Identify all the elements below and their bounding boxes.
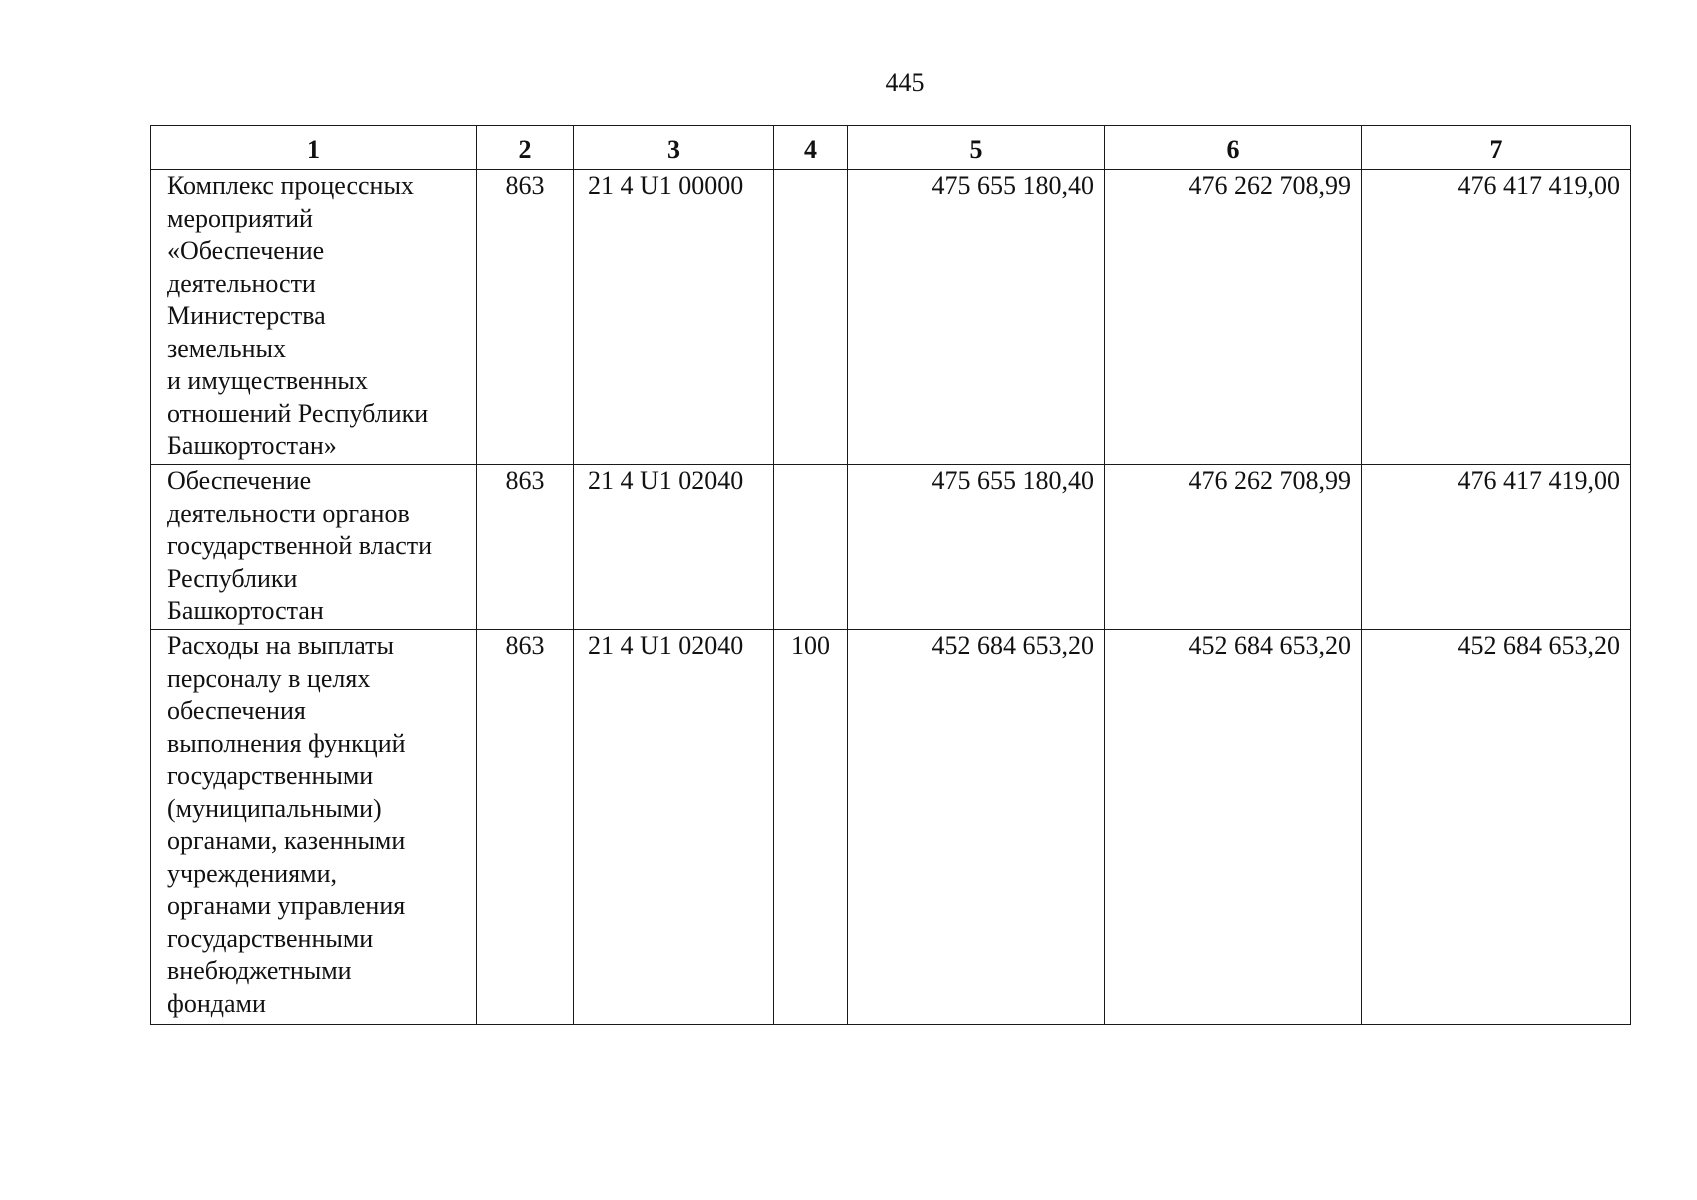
amount-cell-7: 476 417 419,00 bbox=[1362, 465, 1631, 630]
column-header: 6 bbox=[1105, 126, 1362, 170]
admin-code-cell: 863 bbox=[477, 465, 574, 630]
table-row bbox=[151, 170, 1631, 465]
amount-cell-5: 475 655 180,40 bbox=[848, 170, 1105, 465]
amount-cell-5: 452 684 653,20 bbox=[848, 630, 1105, 1025]
expense-type-cell: 100 bbox=[774, 630, 848, 1025]
row-name-cell bbox=[151, 170, 477, 465]
row-name-cell bbox=[151, 630, 477, 1025]
expense-type-cell bbox=[774, 170, 848, 465]
target-article-cell: 21 4 U1 02040 bbox=[574, 465, 774, 630]
page-number: 445 bbox=[885, 68, 925, 97]
column-header: 7 bbox=[1362, 126, 1631, 170]
amount-cell-6: 476 262 708,99 bbox=[1105, 170, 1362, 465]
table-header-row bbox=[151, 126, 1631, 170]
column-header: 5 bbox=[848, 126, 1105, 170]
column-header: 3 bbox=[574, 126, 774, 170]
budget-table bbox=[150, 125, 1631, 1025]
amount-cell-7: 452 684 653,20 bbox=[1362, 630, 1631, 1025]
row-name: Комплекс процессных мероприятий «Обеспечение деятельности Министерства земельных и имущественных отношений Республики Башкортостан» bbox=[167, 171, 429, 460]
table-row bbox=[151, 630, 1631, 1025]
column-header: 2 bbox=[477, 126, 574, 170]
amount-cell-5: 475 655 180,40 bbox=[848, 465, 1105, 630]
row-name: Обеспечение деятельности органов государственной власти Республики Башкортостан bbox=[167, 466, 433, 625]
amount-cell-6: 476 262 708,99 bbox=[1105, 465, 1362, 630]
admin-code-cell: 863 bbox=[477, 170, 574, 465]
column-header: 1 bbox=[151, 126, 477, 170]
table-row bbox=[151, 465, 1631, 630]
target-article-cell: 21 4 U1 00000 bbox=[574, 170, 774, 465]
column-header: 4 bbox=[774, 126, 848, 170]
amount-cell-6: 452 684 653,20 bbox=[1105, 630, 1362, 1025]
expense-type-cell bbox=[774, 465, 848, 630]
target-article-cell: 21 4 U1 02040 bbox=[574, 630, 774, 1025]
admin-code-cell: 863 bbox=[477, 630, 574, 1025]
amount-cell-7: 476 417 419,00 bbox=[1362, 170, 1631, 465]
row-name: Расходы на выплаты персоналу в целях обеспечения выполнения функций государственными (муниципальными) органами, казенными учреждениями, органами управления государственными внебюджетными фондами bbox=[167, 631, 406, 1018]
row-name-cell bbox=[151, 465, 477, 630]
